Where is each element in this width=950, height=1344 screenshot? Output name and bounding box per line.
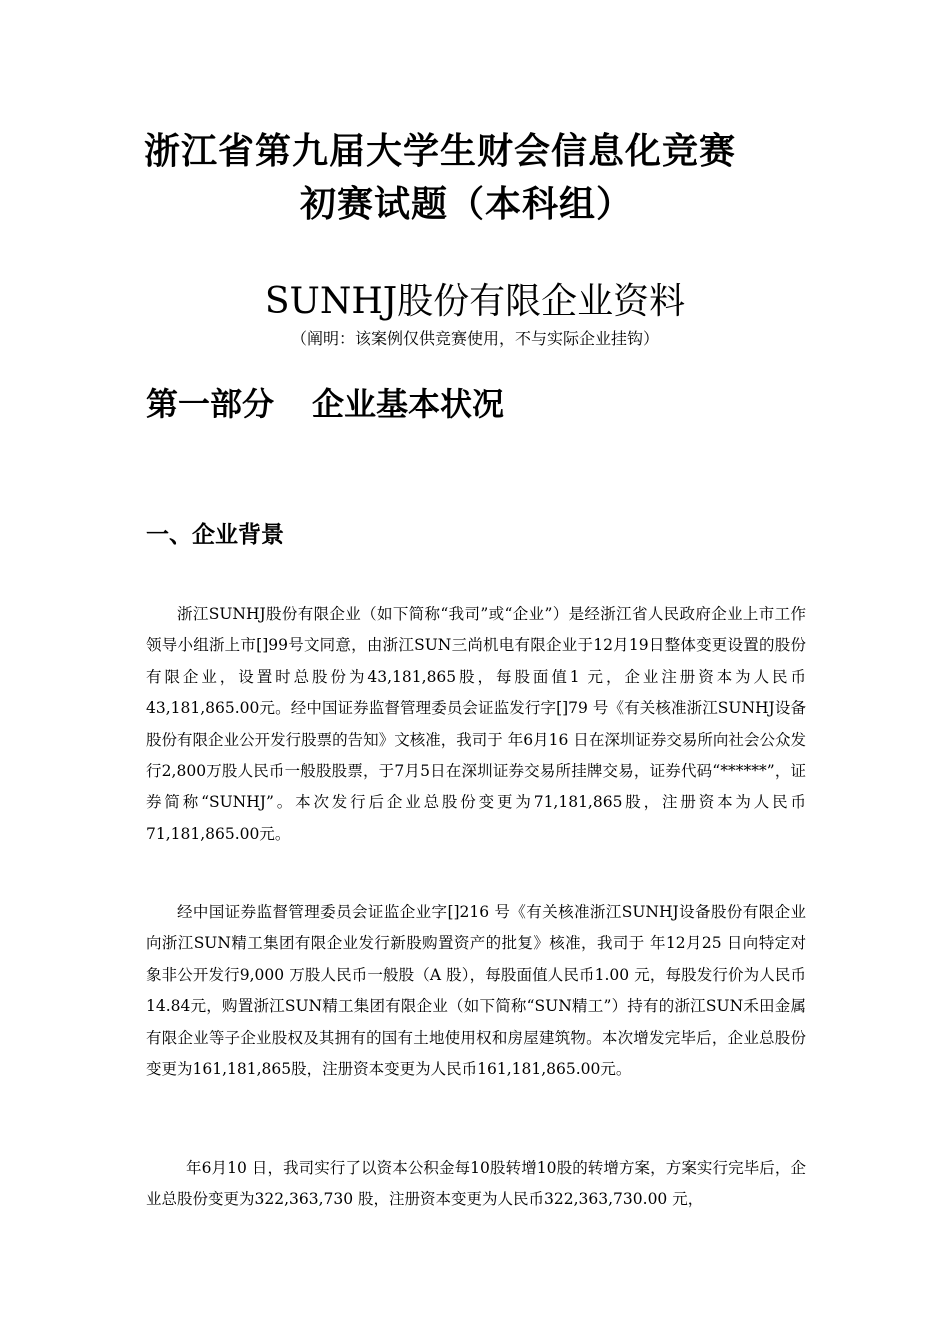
document-title-line-1: 浙江省第九届大学生财会信息化竞赛 (144, 131, 737, 172)
part-heading-title: 企业基本状况 (312, 385, 505, 423)
part-heading-number: 第一部分 (146, 385, 275, 423)
body-paragraph-block-1 (146, 599, 806, 850)
section-heading: 一、企业背景 (146, 522, 284, 548)
disclaimer-note: （阐明：该案例仅供竞赛使用，不与实际企业挂钩） (290, 329, 659, 348)
body-paragraph: 浙江SUNHJ股份有限企业（如下简称“我司”或“企业”）是经浙江省人民政府企业上市工作领导小组浙上市[]99号文同意，由浙江SUN三尚机电有限企业于12月19日整体变更设置的股份有限企业，设置时总股份为43,181,865股，每股面值1 元，企业注册资本为人民币43,181,865.00元。经中国证券监督管理委员会证监发行字[]79 号《有关核准浙江SUNHJ设备股份有限企业公开发行股票的告知》文核准，我司于 年6月16 日在深圳证券交易所向社会公众发行2,800万股人民币一般股股票，于7月5日在深圳证券交易所挂牌交易，证券代码“******”，证券简称“SUNHJ”。本次发行后企业总股份变更为71,181,865股，注册资本为人民币71,181,865.00元。 (146, 605, 806, 843)
document-title-line-2: 初赛试题（本科组） (300, 184, 634, 225)
body-paragraph-block-3 (146, 1153, 806, 1216)
body-paragraph-block-2 (146, 897, 806, 1085)
company-title: SUNHJ股份有限企业资料 (264, 281, 686, 322)
part-heading (146, 382, 504, 426)
body-paragraph: 经中国证券监督管理委员会证监企业字[]216 号《有关核准浙江SUNHJ设备股份有限企业向浙江SUN精工集团有限企业发行新股购置资产的批复》核准，我司于 年12月25 日向特定对象非公开发行9,000 万股人民币一般股（A 股），每股面值人民币1.00 元，每股发行价为人民币14.84元，购置浙江SUN精工集团有限企业（如下简称“SUN精工”）持有的浙江SUN禾田金属有限企业等子企业股权及其拥有的国有土地使用权和房屋建筑物。本次增发完毕后，企业总股份变更为161,181,865股，注册资本变更为人民币161,181,865.00元。 (146, 903, 807, 1079)
body-paragraph: 年6月10 日，我司实行了以资本公积金每10股转增10股的转增方案，方案实行完毕后，企业总股份变更为322,363,730 股，注册资本变更为人民币322,363,730.00 元， (146, 1159, 806, 1209)
